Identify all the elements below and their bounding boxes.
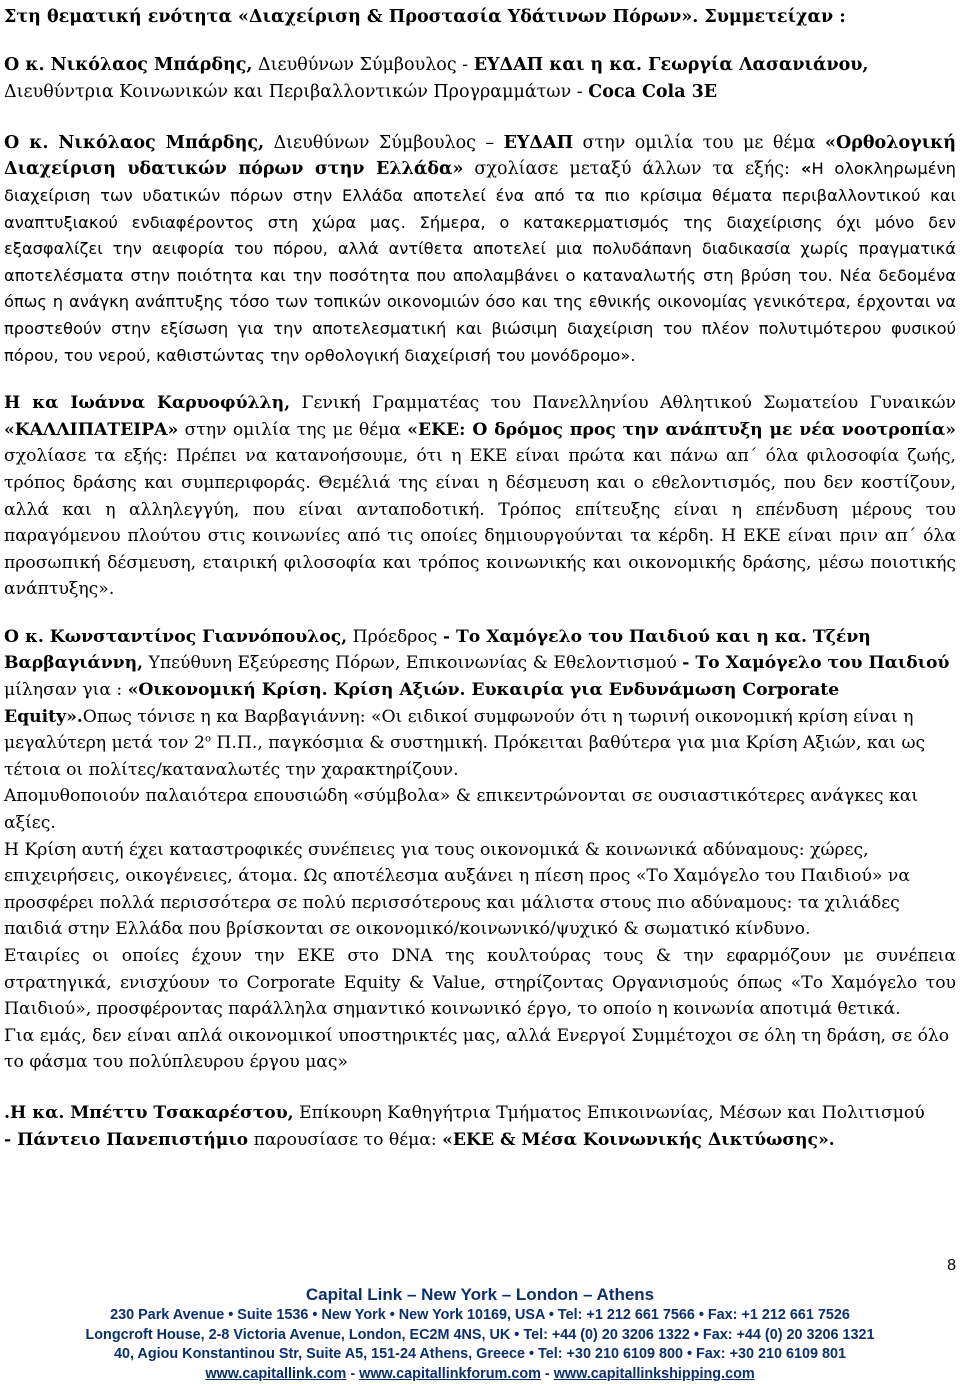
speaker-role: Πρόεδρος: [347, 626, 443, 647]
paragraph-bardis: Ο κ. Νικόλαος Μπάρδης, Διευθύνων Σύμβουλος – ΕΥΔΑΠ στην ομιλία του με θέμα «Ορθολογική Διαχείριση υδατικών πόρων στην Ελλάδα» σχολίασε μεταξύ άλλων τα εξής: «Η ολοκληρωμένη διαχείριση των υδατικών πόρων στην Ελλάδα αποτελεί ένα από τα πιο κρίσιμα θέματα περιβαλλοντικού και αναπτυξιακού ενδιαφέροντος στη χώρα μας. Σήμερα, ο κατακερματισμός της διαχείρισης όχι μόνο δεν εξασφαλίζει την αειφορία του πόρου, αλλά αντίθετα αποτελεί μια πολυδάπανη διαδικασία χωρίς πραγματικά αποτελέσματα στην ποιότητα και την ποσότητα που απολαμβάνει ο καταναλωτής στη βρύση του. Νέα δεδομένα όπως η ανάγκη ανάπτυξης τόσο των τοπικών οικονομιών όσο και της εθνικής οικονομίας γενικότερα, έρχονται να προστεθούν στην εξίσωση για την αποτελεσματική και βιώσιμη διαχείριση του πλέον πολυτιμότερου φυσικού πόρου, του νερού, καθιστώντας την ορθολογική διαχείρισή του μονόδρομο».: [4, 132, 957, 365]
participant-b-role: Διευθύντρια Κοινωνικών και Περιβαλλοντικών Προγραμμάτων -: [4, 82, 589, 103]
page-footer: [0, 1284, 960, 1384]
speaker-name: .Η κα. Μπέττυ Τσακαρέστου,: [4, 1102, 294, 1123]
speaker-org: «ΚΑΛΛΙΠΑΤΕΙΡΑ»: [4, 419, 179, 440]
speech-line: Απομυθοποιούν παλαιότερα επουσιώδη «σύμβολα» & επικεντρώνονται σε ουσιαστικότερες ανάγκες και αξίες.: [4, 786, 919, 834]
speech-line: Για εμάς, δεν είναι απλά οικονομικοί υποστηρικτές μας, αλλά Ενεργοί Συμμέτοχοι σε όλη τη δράση, σε όλο το φάσμα του πολύπλευρου έργου μας»: [4, 1025, 950, 1073]
footer-link-capitallink[interactable]: www.capitallink.com: [205, 1365, 347, 1382]
participant-a-org: ΕΥΔΑΠ και η κα. Γεωργία Λασανιάνου,: [473, 54, 869, 75]
speech-topic: «Οικονομική Κρίση. Κρίση Αξιών. Ευκαιρία για Ενδυνάμωση Corporate Equity».: [4, 680, 840, 727]
speech-topic: «ΕΚΕ & Μέσα Κοινωνικής Δικτύωσης».: [442, 1129, 835, 1150]
participant-a-role: Διευθύνων Σύμβουλος -: [252, 54, 474, 75]
speech-body: Οπως τόνισε η κα Βαρβαγιάννη: «Οι ειδικοί συμφωνούν ότι η τωρινή οικονομική κρίση είναι η μεγαλύτερη μετά τον 2: [4, 706, 914, 754]
speech-line: Εταιρίες οι οποίες έχουν την ΕΚΕ στο DNA της κουλτούρας τους & την εφαρμόζουν με συνέπεια στρατηγικά, ενισχύουν το Corporate Equity & Value, στηρίζοντας Οργανισμούς όπως «Το Χαμόγελο του Παιδιού», προσφέροντας παράλληλα σημαντικό κοινωνικό έργο, το οποίο η κοινωνία αποτιμά θετικά.: [4, 946, 956, 1020]
paragraph-karyofylli: Η κα Ιωάννα Καρυοφύλλη, Γενική Γραμματέας του Πανελληνίου Αθλητικού Σωματείου Γυναικών «ΚΑΛΛΙΠΑΤΕΙΡΑ» στην ομιλία της με θέμα «ΕΚΕ: Ο δρόμος προς την ανάπτυξη με νέα νοοτροπία» σχολίασε τα εξής: Πρέπει να κατανοήσουμε, ότι η ΕΚΕ είναι πρώτα και πάνω απ΄ όλα φιλοσοφία ζωής, τρόπος δράσης και συμπεριφοράς. Θεμέλιά της είναι η δέσμευση και ο εθελοντισμός, που δεν κοστίζουν, αλλά και η αλληλεγγύη, που είναι ανταποδοτική. Τρόπος επίτευξης είναι η επένδυση μέρους του παραγόμενου πλούτου στις κοινωνίες από τις οποίες δημιουργούνται τα κέρδη. Η ΕΚΕ είναι πριν απ΄ όλα προσωπική δέσμευση, εταιρική φιλοσοφία και τρόπος κοινωνικής και οικονομικής δράσης, μέσω ποιοτικής ανάπτυξης».: [4, 393, 956, 600]
footer-link-forum[interactable]: www.capitallinkforum.com: [359, 1365, 541, 1382]
paragraph-tsakarestou: .Η κα. Μπέττυ Τσακαρέστου, Επίκουρη Καθηγήτρια Τμήματος Επικοινωνίας, Μέσων και Πολιτισμού - Πάντειο Πανεπιστήμιο παρουσίασε το θέμα: «ΕΚΕ & Μέσα Κοινωνικής Δικτύωσης».: [4, 1102, 925, 1150]
speech-topic: «ΕΚΕ: Ο δρόμος προς την ανάπτυξη με νέα νοοτροπία»: [407, 419, 956, 440]
intro-participants: [4, 52, 956, 107]
speaker-role: Γενική Γραμματέας του Πανελληνίου Αθλητικού Σωματείου Γυναικών: [290, 393, 956, 414]
intro-section: [4, 0, 956, 107]
speaker-org: ΕΥΔΑΠ: [503, 132, 574, 153]
document-page: [4, 0, 956, 1153]
participant-b-org: Coca Cola 3E: [588, 82, 718, 103]
page-number: 8: [947, 1257, 956, 1274]
speaker-name: Η κα Ιωάννα Καρυοφύλλη,: [4, 393, 291, 414]
speaker-org-2: - Το Χαμόγελο του Παιδιού: [682, 653, 950, 674]
footer-brand: Capital Link – New York – London – Athens: [305, 1285, 655, 1304]
speech-line: Η Κρίση αυτή έχει καταστροφικές συνέπειες για τους οικονομικά & κοινωνικά αδύναμους: χώρες, επιχειρήσεις, οικογένειες, άτομα. Ως αποτέλεσμα αυξάνει η πίεση προς «Το Χαμόγελο του Παιδιού» να προσφέρει πολλά περισσότερα σε πολύ περισσότερους και μάλιστα στους πιο αδύναμους: τα χιλιάδες παιδιά στην Ελλάδα που βρίσκονται σε οικονομικό/κοινωνικό/ψυχικό & σωματικό κίνδυνο.: [4, 839, 910, 940]
paragraph-giannopoulos: Ο κ. Κωνσταντίνος Γιαννόπουλος, Πρόεδρος - Το Χαμόγελο του Παιδιού και η κα. Τζένη Βαρβαγιάννη, Υπεύθυνη Εξεύρεσης Πόρων, Επικοινωνίας & Εθελοντισμού - Το Χαμόγελο του Παιδιού μίλησαν για : «Οικονομική Κρίση. Κρίση Αξιών. Ευκαιρία για Ενδυνάμωση Corporate Equity».Οπως τόνισε η κα Βαρβαγιάννη: «Οι ειδικοί συμφωνούν ότι η τωρινή οικονομική κρίση είναι η μεγαλύτερη μετά τον $2^o$ Π.Π., παγκόσμια & συστημική. Πρόκειται βαθύτερα για μια Κρίση Αξιών, και ως τέτοια οι πολίτες/καταναλωτές την χαρακτηρίζουν. Απομυθοποιούν παλαιότερα επουσιώδη «σύμβολα» & επικεντρώνονται σε ουσιαστικότερες ανάγκες και αξίες. Η Κρίση αυτή έχει καταστροφικές συνέπειες για τους οικονομικά & κοινωνικά αδύναμους: χώρες, επιχειρήσεις, οικογένειες, άτομα. Ως αποτέλεσμα αυξάνει η πίεση προς «Το Χαμόγελο του Παιδιού» να προσφέρει πολλά περισσότερα σε πολύ περισσότερους και μάλιστα στους πιο αδύναμους: τα χιλιάδες παιδιά στην Ελλάδα που βρίσκονται σε οικονομικό/κοινωνικό/ψυχικό & σωματικό κίνδυνο. Εταιρίες οι οποίες έχουν την ΕΚΕ στο DNA της κουλτούρας τους & την εφαρμόζουν με συνέπεια στρατηγικά, ενισχύουν το Corporate Equity & Value, στηρίζοντας Οργανισμούς όπως «Το Χαμόγελο του Παιδιού», προσφέροντας παράλληλα σημαντικό κοινωνικό έργο, το οποίο η κοινωνία αποτιμά θετικά. Για εμάς, δεν είναι απλά οικονομικοί υποστηρικτές μας, αλλά Ενεργοί Συμμέτοχοι σε όλη τη δράση, σε όλο το φάσμα του πολύπλευρου έργου μας»: [4, 624, 956, 1076]
speaker-name: Ο κ. Νικόλαος Μπάρδης,: [4, 132, 265, 153]
speaker-role: Διευθύνων Σύμβουλος –: [264, 132, 504, 153]
speaker-org: - Το Χαμόγελο του Παιδιού και η κα. Τζένη Βαρβαγιάννη,: [4, 626, 871, 674]
speech-body: σχολίασε τα εξής: Πρέπει να κατανοήσουμε, ότι η ΕΚΕ είναι πρώτα και πάνω απ΄ όλα φιλοσοφία ζωής, τρόπος δράσης και συμπεριφοράς. Θεμέλιά της είναι η δέσμευση και ο εθελοντισμός, που δεν κοστίζουν, αλλά και η αλληλεγγύη, που είναι ανταποδοτική. Τρόπος επίτευξης είναι η επένδυση μέρους του παραγόμενου πλούτου στις κοινωνίες από τις οποίες δημιουργούνται τα κέρδη. Η ΕΚΕ είναι πριν απ΄ όλα προσωπική δέσμευση, εταιρική φιλοσοφία και τρόπος κοινωνικής και οικονομικής δράσης, μέσω ποιοτικής ανάπτυξης».: [4, 446, 956, 600]
footer-address-ny: 230 Park Avenue • Suite 1536 • New York • New York 10169, USA • Tel: +1 212 661 7566 • Fax: +1 212 661 7526: [110, 1307, 850, 1323]
speaker-role: Επίκουρη Καθηγήτρια Τμήματος Επικοινωνίας, Μέσων και Πολιτισμού: [293, 1102, 925, 1123]
footer-link-shipping[interactable]: www.capitallinkshipping.com: [553, 1365, 755, 1382]
footer-links: www.capitallink.com - www.capitallinkforum.com - www.capitallinkshipping.com: [205, 1365, 755, 1382]
speaker-role-2: Υπεύθυνη Εξεύρεσης Πόρων, Επικοινωνίας & Εθελοντισμού: [143, 653, 683, 674]
intro-heading: Στη θεματική ενότητα «Διαχείριση & Προστασία Υδάτινων Πόρων». Συμμετείχαν :: [4, 7, 846, 27]
participant-a-name: Ο κ. Νικόλαος Μπάρδης,: [4, 54, 253, 75]
footer-address-london: Longcroft House, 2-8 Victoria Avenue, London, EC2M 4NS, UK • Tel: +44 (0) 20 3206 1322 • Fax: +44 (0) 20 3206 1321: [85, 1326, 875, 1343]
speaker-org: - Πάντειο Πανεπιστήμιο: [4, 1129, 249, 1150]
footer-address-athens: 40, Agiou Konstantinou Str, Suite A5, 151-24 Athens, Greece • Tel: +30 210 6109 800 • Fax: +30 210 6109 801: [113, 1346, 847, 1362]
speech-topic: «Ορθολογική Διαχείριση υδατικών πόρων στην Ελλάδα»: [4, 132, 957, 180]
speech-body: Η ολοκληρωμένη διαχείριση των υδατικών πόρων στην Ελλάδα αποτελεί ένα από τα πιο κρίσιμα θέματα περιβαλλοντικού και αναπτυξιακού ενδιαφέροντος στη χώρα μας. Σήμερα, ο κατακερματισμός της διαχείρισης όχι μόνο δεν εξασφαλίζει την αειφορία του πόρου, αλλά αντίθετα αποτελεί μια πολυδάπανη διαδικασία χωρίς πραγματικά αποτελέσματα στην ποιότητα και την ποσότητα που απολαμβάνει ο καταναλωτής στη βρύση του. Νέα δεδομένα όπως η ανάγκη ανάπτυξης τόσο των τοπικών οικονομιών όσο και της εθνικής οικονομίας γενικότερα, έρχονται να προστεθούν στην εξίσωση για την αποτελεσματική και βιώσιμη διαχείριση του πλέον πολυτιμότερου φυσικού πόρου, του νερού, καθιστώντας την ορθολογική διαχείρισή του μονόδρομο».: [4, 159, 956, 365]
speaker-name: Ο κ. Κωνσταντίνος Γιαννόπουλος,: [4, 626, 348, 647]
